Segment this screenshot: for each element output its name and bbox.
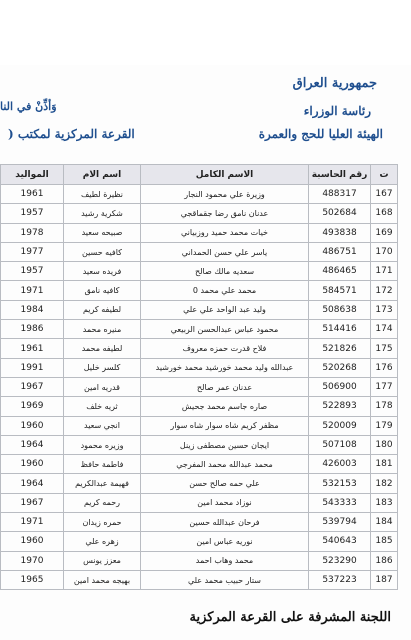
table-row xyxy=(1,185,398,204)
table-row xyxy=(1,493,398,512)
full-name: عدنان نامق رضا جقماقجي xyxy=(141,204,309,223)
full-name: ياسر علي حسن الحمداني xyxy=(141,242,309,261)
row-index: 177 xyxy=(371,377,398,396)
account-number: 508638 xyxy=(309,300,371,319)
row-index: 169 xyxy=(371,223,398,242)
row-index: 171 xyxy=(371,262,398,281)
account-number: 521826 xyxy=(309,339,371,358)
birth-year: 1964 xyxy=(1,474,64,493)
full-name: محمود عباس عبدالحسن الربيعي xyxy=(141,320,309,339)
full-name: محمد عبدالله محمد المفرجي xyxy=(141,455,309,474)
account-number: 522893 xyxy=(309,397,371,416)
row-index: 168 xyxy=(371,204,398,223)
table-row xyxy=(1,262,398,281)
mother-name: فهيمة عبدالكريم xyxy=(64,474,141,493)
mother-name: بهيجه محمد امين xyxy=(64,570,141,589)
table-row xyxy=(1,320,398,339)
table-row xyxy=(1,416,398,435)
table-row xyxy=(1,397,398,416)
row-index: 179 xyxy=(371,416,398,435)
account-number: 426003 xyxy=(309,455,371,474)
header-republic: جمهورية العراق xyxy=(292,76,377,91)
mother-name: كافيه نامق xyxy=(64,281,141,300)
row-index: 178 xyxy=(371,397,398,416)
full-name: محمد علي محمد 0 xyxy=(141,281,309,300)
column-header-birth-year: المواليد xyxy=(1,165,64,185)
table-row xyxy=(1,223,398,242)
birth-year: 1971 xyxy=(1,513,64,532)
table-row xyxy=(1,242,398,261)
table-row xyxy=(1,339,398,358)
column-header-index: ت xyxy=(371,165,398,185)
mother-name: صبيحه سعيد xyxy=(64,223,141,242)
account-number: 488317 xyxy=(309,185,371,204)
birth-year: 1961 xyxy=(1,339,64,358)
table-row xyxy=(1,435,398,454)
account-number: 537223 xyxy=(309,570,371,589)
mother-name: رحمه كريم xyxy=(64,493,141,512)
table-row xyxy=(1,474,398,493)
full-name: نوريه عباس امين xyxy=(141,532,309,551)
row-index: 175 xyxy=(371,339,398,358)
account-number: 514416 xyxy=(309,320,371,339)
header-commission: الهيئة العليا للحج والعمرة xyxy=(258,127,383,141)
full-name: فرحان عبدالله حسين xyxy=(141,513,309,532)
full-name: فلاح قدرت حمزه معروف xyxy=(141,339,309,358)
birth-year: 1960 xyxy=(1,532,64,551)
full-name: سعديه مالك صالح xyxy=(141,262,309,281)
mother-name: وزيره محمود xyxy=(64,435,141,454)
account-number: 502684 xyxy=(309,204,371,223)
table-row xyxy=(1,377,398,396)
row-index: 170 xyxy=(371,242,398,261)
account-number: 507108 xyxy=(309,435,371,454)
full-name: وزيرة علي محمود النجار xyxy=(141,185,309,204)
birth-year: 1991 xyxy=(1,358,64,377)
birth-year: 1970 xyxy=(1,551,64,570)
pilgrims-table xyxy=(0,164,398,590)
account-number: 540643 xyxy=(309,532,371,551)
birth-year: 1978 xyxy=(1,223,64,242)
row-index: 174 xyxy=(371,320,398,339)
birth-year: 1969 xyxy=(1,397,64,416)
mother-name: حمره زيدان xyxy=(64,513,141,532)
table-row xyxy=(1,281,398,300)
column-header-full-name: الاسم الكامل xyxy=(141,165,309,185)
mother-name: قدريه امين xyxy=(64,377,141,396)
row-index: 183 xyxy=(371,493,398,512)
full-name: عدنان عمر صالح xyxy=(141,377,309,396)
header-draw-title: القرعة المركزية لمكتب ( xyxy=(8,127,135,141)
mother-name: لطيفه محمد xyxy=(64,339,141,358)
birth-year: 1984 xyxy=(1,300,64,319)
full-name: علي حمه صالح حسن xyxy=(141,474,309,493)
full-name: خيات محمد حميد روزبياني xyxy=(141,223,309,242)
birth-year: 1964 xyxy=(1,435,64,454)
birth-year: 1960 xyxy=(1,416,64,435)
mother-name: منيره محمد xyxy=(64,320,141,339)
full-name: نوزاد محمد امين xyxy=(141,493,309,512)
account-number: 506900 xyxy=(309,377,371,396)
full-name: محمد وهاب احمد xyxy=(141,551,309,570)
full-name: وليد عبد الواحد علي علي xyxy=(141,300,309,319)
header-verse: وَأذِّنْ في النا xyxy=(0,100,57,113)
full-name: ستار حبيب محمد علي xyxy=(141,570,309,589)
row-index: 173 xyxy=(371,300,398,319)
account-number: 486751 xyxy=(309,242,371,261)
account-number: 520268 xyxy=(309,358,371,377)
table-row xyxy=(1,513,398,532)
birth-year: 1986 xyxy=(1,320,64,339)
table-row xyxy=(1,358,398,377)
table-row xyxy=(1,204,398,223)
row-index: 187 xyxy=(371,570,398,589)
header-presidency: رئاسة الوزراء xyxy=(303,104,371,118)
row-index: 181 xyxy=(371,455,398,474)
mother-name: شكرية رشيد xyxy=(64,204,141,223)
row-index: 184 xyxy=(371,513,398,532)
table-header-row xyxy=(1,165,398,185)
birth-year: 1971 xyxy=(1,281,64,300)
mother-name: كلسر خليل xyxy=(64,358,141,377)
account-number: 543333 xyxy=(309,493,371,512)
mother-name: فريده سعيد xyxy=(64,262,141,281)
full-name: عبدالله وليد محمد خورشيد محمد خورشيد xyxy=(141,358,309,377)
full-name: ايجان حسين مصطفى زينل xyxy=(141,435,309,454)
column-header-account-number: رقم الحاسبة xyxy=(309,165,371,185)
row-index: 180 xyxy=(371,435,398,454)
birth-year: 1957 xyxy=(1,262,64,281)
table-row xyxy=(1,300,398,319)
row-index: 186 xyxy=(371,551,398,570)
row-index: 185 xyxy=(371,532,398,551)
row-index: 167 xyxy=(371,185,398,204)
mother-name: ثريه خلف xyxy=(64,397,141,416)
table-body xyxy=(1,185,398,590)
account-number: 486465 xyxy=(309,262,371,281)
birth-year: 1965 xyxy=(1,570,64,589)
account-number: 493838 xyxy=(309,223,371,242)
birth-year: 1957 xyxy=(1,204,64,223)
birth-year: 1967 xyxy=(1,493,64,512)
birth-year: 1960 xyxy=(1,455,64,474)
table-row xyxy=(1,455,398,474)
mother-name: فاطمة حافظ xyxy=(64,455,141,474)
full-name: صاره جاسم محمد جحيش xyxy=(141,397,309,416)
top-blank-area xyxy=(0,0,411,65)
row-index: 176 xyxy=(371,358,398,377)
row-index: 182 xyxy=(371,474,398,493)
row-index: 172 xyxy=(371,281,398,300)
full-name: مظفر كريم شاه سوار شاه سوار xyxy=(141,416,309,435)
birth-year: 1977 xyxy=(1,242,64,261)
birth-year: 1961 xyxy=(1,185,64,204)
account-number: 539794 xyxy=(309,513,371,532)
mother-name: كافيه حسين xyxy=(64,242,141,261)
account-number: 520009 xyxy=(309,416,371,435)
table-row xyxy=(1,570,398,589)
footer-committee: اللجنة المشرفة على القرعة المركزية xyxy=(189,610,391,625)
account-number: 523290 xyxy=(309,551,371,570)
mother-name: انجي سعيد xyxy=(64,416,141,435)
account-number: 584571 xyxy=(309,281,371,300)
mother-name: زهره علي xyxy=(64,532,141,551)
table-row xyxy=(1,532,398,551)
mother-name: لطيفه كريم xyxy=(64,300,141,319)
mother-name: معزز يونس xyxy=(64,551,141,570)
mother-name: نظيرة لطيف xyxy=(64,185,141,204)
column-header-mother-name: اسم الام xyxy=(64,165,141,185)
table-row xyxy=(1,551,398,570)
account-number: 532153 xyxy=(309,474,371,493)
birth-year: 1967 xyxy=(1,377,64,396)
